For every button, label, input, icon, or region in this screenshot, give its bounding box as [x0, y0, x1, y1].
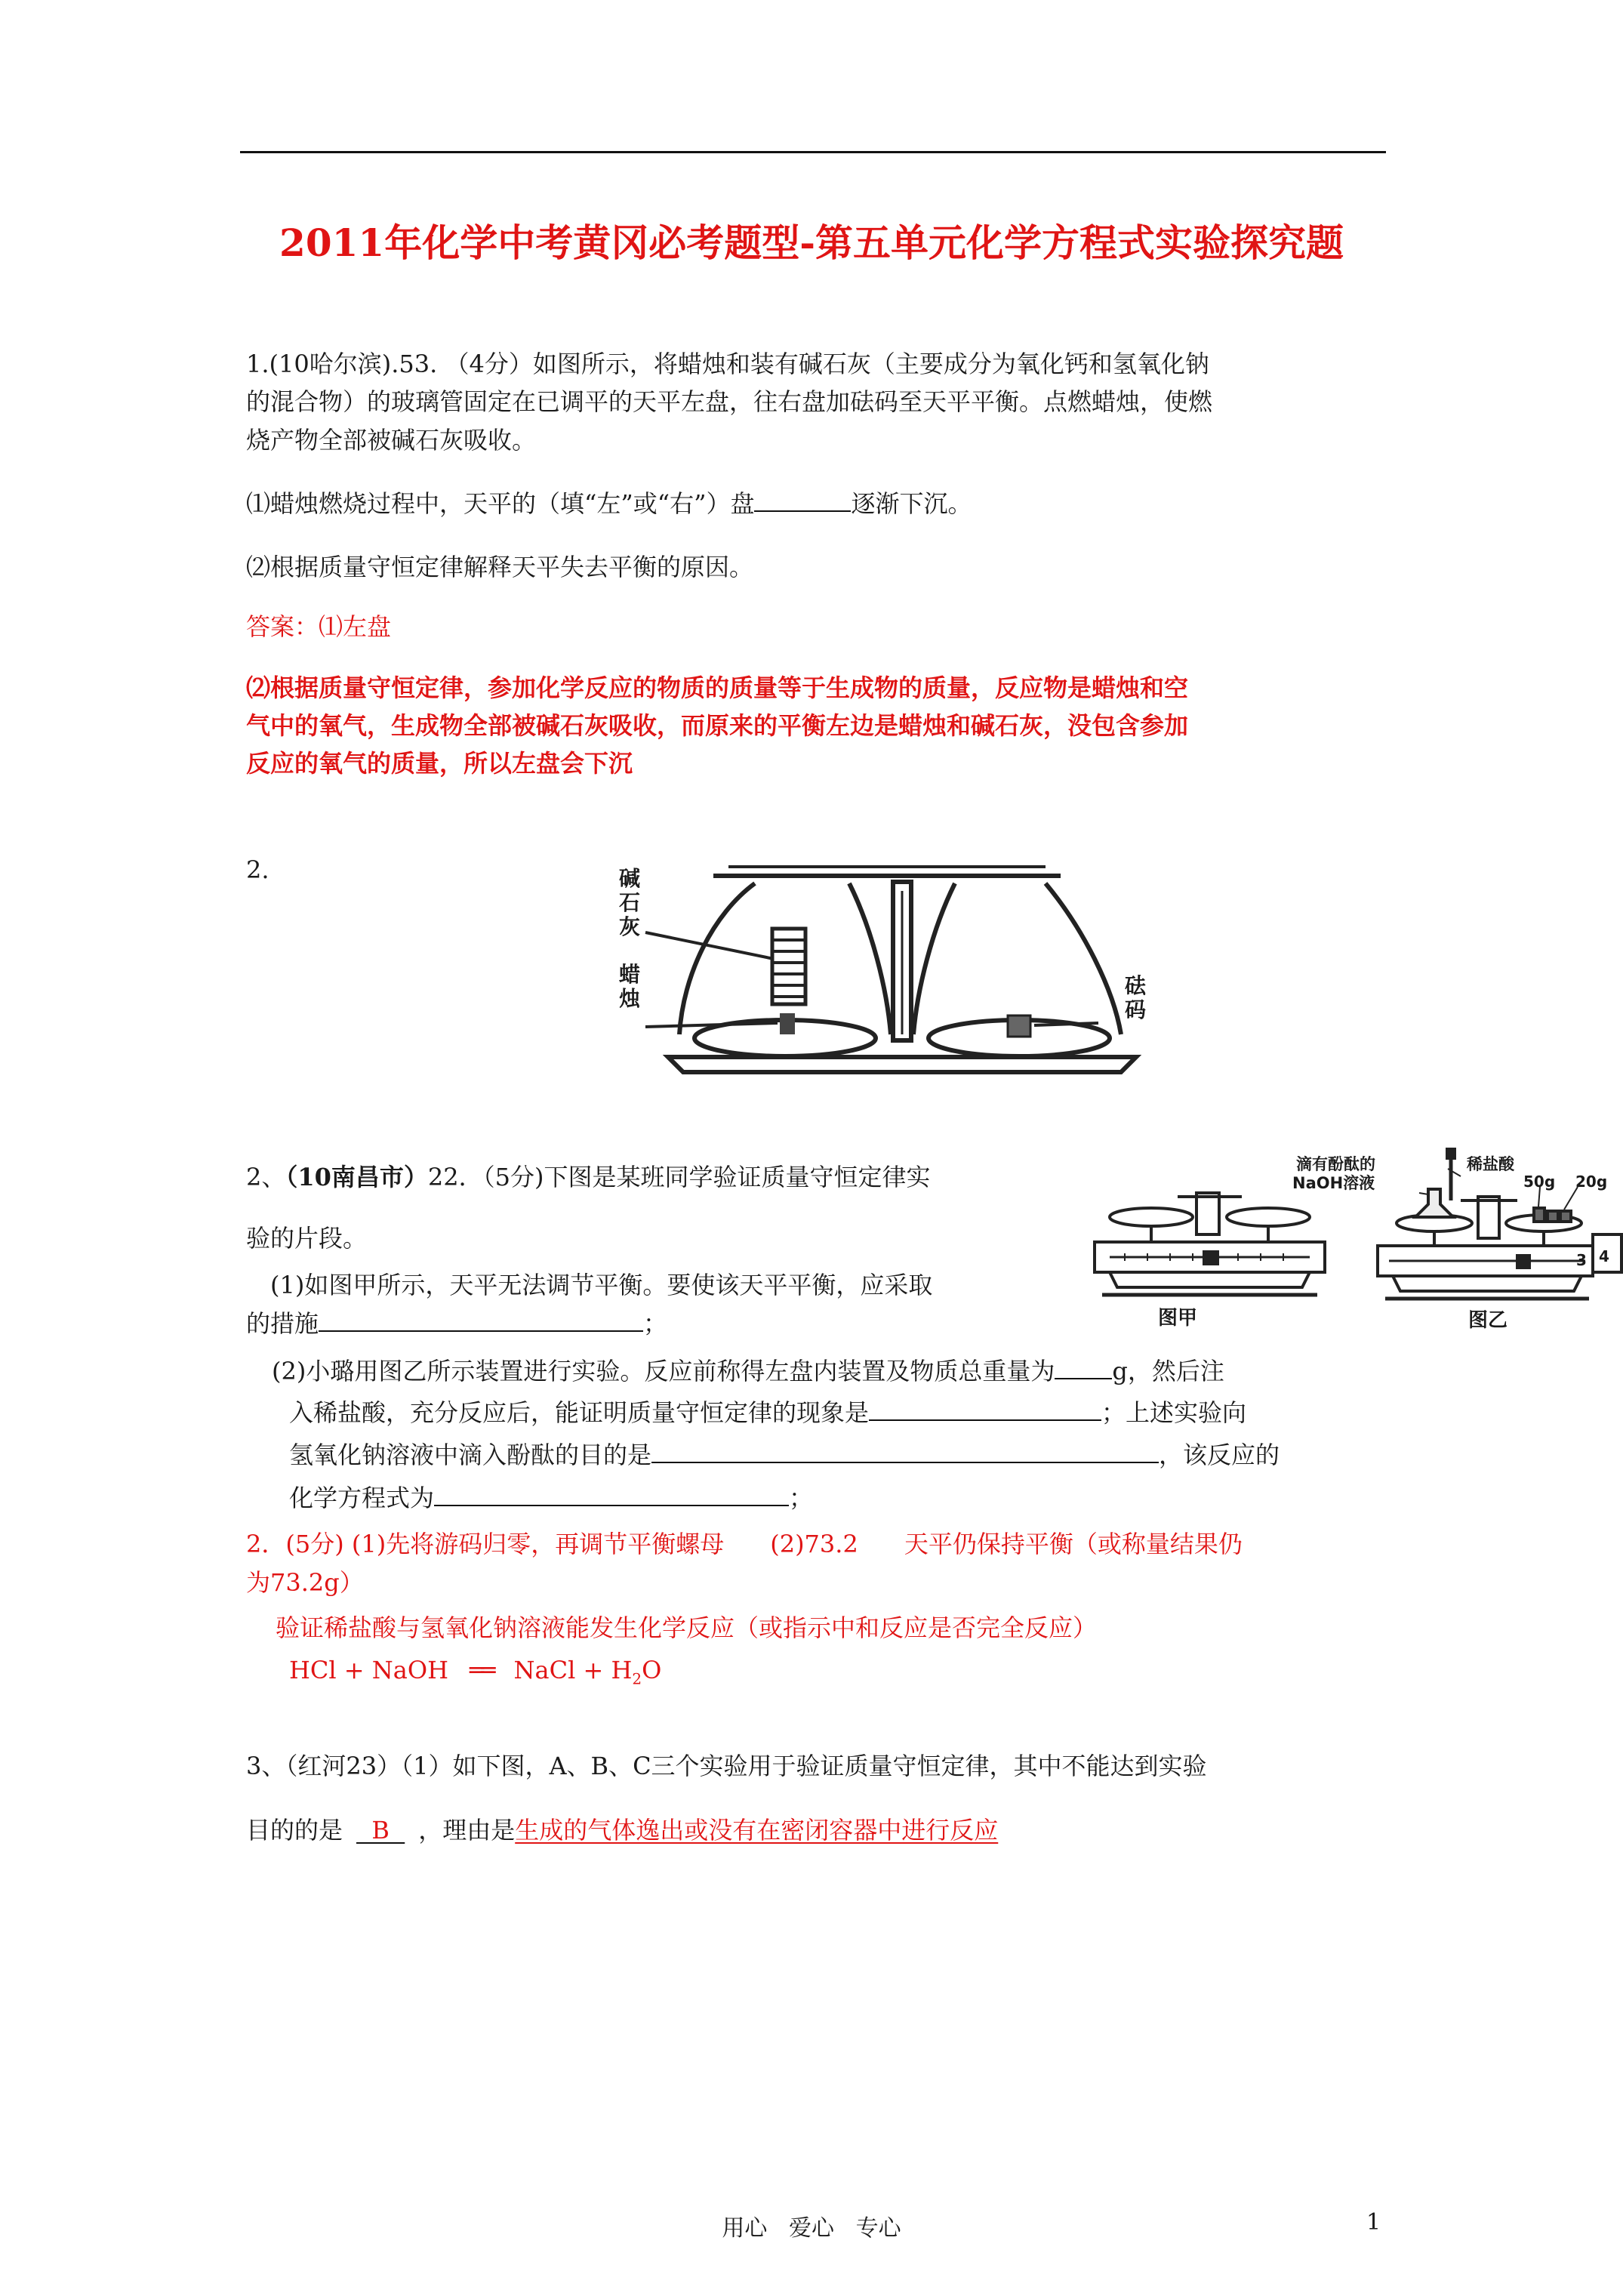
q2-sub2-b-text: 入稀盐酸，充分反应后，能证明质量守恒定律的现象是	[289, 1398, 870, 1427]
q2-sub2-c-end: ，该反应的	[1159, 1441, 1280, 1469]
q2-answer-line3: 验证稀盐酸与氢氧化钠溶液能发生化学反应（或指示中和反应是否完全反应）	[276, 1613, 1098, 1642]
q2-sub2-phenomenon-blank[interactable]	[869, 1397, 1101, 1421]
q1-sub1-text: ⑴蜡烛燃烧过程中，天平的（填“左”或“右”）盘	[246, 489, 755, 518]
fig2-scale-3: 3	[1576, 1251, 1587, 1269]
q1-answer2-line2: 气中的氧气，生成物全部被碱石灰吸收，而原来的平衡左边是蜡烛和碱石灰，没包含参加	[246, 711, 1189, 740]
q2-heading-rest: 22．（5分)下图是某班同学验证质量守恒定律实	[427, 1163, 931, 1191]
q2-sub2-d-end: ；	[789, 1484, 814, 1512]
q2-line2: 验的片段。	[246, 1224, 368, 1253]
q1-line2: 的混合物）的玻璃管固定在已调平的天平左盘，往右盘加砝码至天平平衡。点燃蜡烛，使燃	[246, 387, 1213, 416]
fig2-label-solution-l2: NaOH溶液	[1292, 1174, 1375, 1192]
balance-figure-1	[600, 846, 1155, 1080]
q2-answer-line1: 2．(5分) (1)先将游码归零，再调节平衡螺母 (2)73.2 天平仍保持平衡（或称量结果仍	[246, 1530, 1243, 1558]
q2-sub2-equation-blank[interactable]	[434, 1482, 789, 1506]
q2-sub1: (1)如图甲所示，天平无法调节平衡。要使该天平平衡，应采取	[270, 1271, 933, 1299]
q3-answer-reason: 生成的气体逸出或没有在密闭容器中进行反应	[515, 1816, 999, 1845]
fig2-weight-50g: 50g	[1523, 1173, 1556, 1191]
q1-sub1	[246, 488, 972, 519]
q1-sub1-end: 逐渐下沉。	[851, 489, 972, 518]
q3-answer-letter: B	[356, 1816, 405, 1845]
q2-sub2-b-end: ；上述实验向	[1101, 1398, 1247, 1427]
q3-line2-mid: ，理由是	[418, 1816, 516, 1845]
q2-heading-source: （10南昌市）	[285, 1163, 428, 1191]
page-number: 1	[1366, 2209, 1381, 2236]
weight	[1008, 1015, 1030, 1037]
q2-sub1-blank[interactable]	[319, 1308, 643, 1332]
q3-line2	[246, 1815, 1009, 1845]
candle	[780, 1013, 795, 1034]
q2-sub1-measure-text: 的措施	[246, 1309, 319, 1338]
q1-answer2-line3: 反应的氧气的质量，所以左盘会下沉	[246, 749, 633, 778]
q2-sub2-a	[272, 1355, 1224, 1386]
footer-motto: 用心 爱心 专心	[722, 2215, 901, 2242]
q2-sub1-line2	[246, 1308, 667, 1339]
q1-line3: 烧产物全部被碱石灰吸收。	[246, 426, 537, 455]
glass-tube	[772, 929, 805, 1004]
equation-products-a: NaCl + H	[513, 1656, 633, 1684]
fig2-weight-20g: 20g	[1575, 1173, 1608, 1191]
fig2-label-acid: 稀盐酸	[1467, 1155, 1514, 1173]
equation-reactants: HCl + NaOH	[289, 1656, 448, 1684]
q1-answer1: 答案：⑴左盘	[246, 612, 392, 641]
fig2-label-solution-l1: 滴有酚酞的	[1296, 1155, 1375, 1173]
fig1-number: 2.	[246, 855, 269, 884]
q2-sub2-c-text: 氢氧化钠溶液中滴入酚酞的目的是	[289, 1441, 652, 1469]
equation-equals: ══	[470, 1656, 493, 1684]
q3-line2-text: 目的的是	[246, 1816, 343, 1845]
q2-sub2-purpose-blank[interactable]	[651, 1439, 1159, 1463]
q2-sub2-weight-blank[interactable]	[1055, 1355, 1112, 1379]
equation-products-b: O	[642, 1656, 662, 1684]
q1-answer2-line1: ⑵根据质量守恒定律，参加化学反应的物质的质量等于生成物的质量，反应物是蜡烛和空	[246, 673, 1189, 702]
q2-sub1-end: ；	[643, 1309, 668, 1338]
fig2-scale-4: 4	[1599, 1247, 1609, 1265]
q2-sub2-d-text: 化学方程式为	[289, 1484, 435, 1512]
q1-sub2: ⑵根据质量守恒定律解释天平失去平衡的原因。	[246, 553, 754, 581]
q2-heading	[246, 1162, 931, 1192]
q3-line1: 3、（红河23）（1）如下图，A、B、C三个实验用于验证质量守恒定律，其中不能达到实验	[246, 1752, 1207, 1780]
equation-subscript: 2	[632, 1669, 642, 1688]
fig1-label-weight: 砝码	[1125, 973, 1147, 1022]
q2-sub2-d	[289, 1482, 813, 1513]
q2-sub2-b	[289, 1397, 1246, 1428]
q2-answer-line2: 为73.2g）	[246, 1568, 364, 1597]
q2-sub2-c	[289, 1439, 1280, 1470]
fig1-label-candle: 蜡烛	[619, 962, 641, 1011]
q1-sub1-blank[interactable]	[754, 488, 851, 512]
balance-jia	[1095, 1193, 1325, 1295]
q2-sub2-a-end: g，然后注	[1112, 1357, 1224, 1385]
fig2-label-jia: 图甲	[1158, 1307, 1198, 1330]
header-rule	[240, 151, 1386, 153]
q2-sub2-a-text: (2)小璐用图乙所示装置进行实验。反应前称得左盘内装置及物质总重量为	[272, 1357, 1055, 1385]
page-title: 2011年化学中考黄冈必考题型-第五单元化学方程式实验探究题	[279, 220, 1344, 265]
fig2-label-yi: 图乙	[1468, 1309, 1508, 1332]
fig1-label-soda-lime: 碱石灰	[619, 866, 641, 939]
q1-line1: 1.(10哈尔滨).53. （4分）如图所示，将蜡烛和装有碱石灰（主要成分为氧化钙和氢氧化钠	[246, 350, 1209, 378]
q2-heading-prefix: 2、	[246, 1163, 286, 1191]
q2-answer-equation	[289, 1655, 661, 1693]
